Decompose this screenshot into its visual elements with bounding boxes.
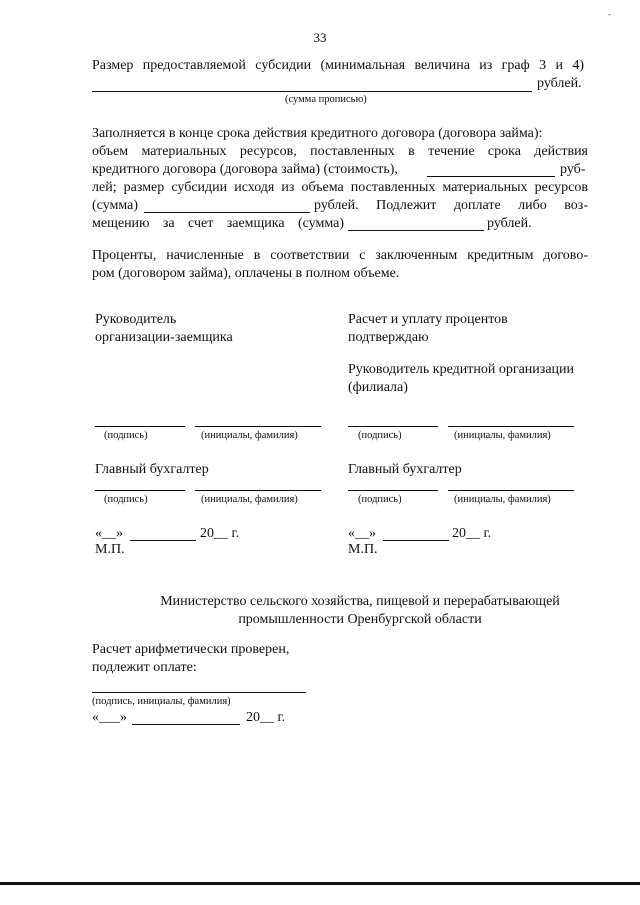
bank-confirm-title-1: Расчет и уплату процентов: [348, 312, 508, 327]
borrower-accountant-signature-caption: (подпись): [104, 494, 148, 505]
bank-head-title-1: Руководитель кредитной организации: [348, 362, 575, 377]
sum-blank-line: [144, 212, 310, 213]
interest-line-2: ром (договором займа), оплачены в полном объеме.: [92, 266, 400, 281]
ministry-name-line-2: промышленности Оренбургской области: [238, 612, 482, 627]
borrower-name-caption: (инициалы, фамилия): [201, 430, 298, 441]
borrower-accountant-signature-line: [95, 490, 185, 491]
borrower-name-line: [195, 426, 321, 427]
page-number: 33: [313, 30, 327, 45]
borrower-date-day: «__»: [95, 526, 123, 541]
end-term-line-5b: рублей. Подлежит доплате либо воз-: [314, 198, 588, 213]
end-term-line-2: объем материальных ресурсов, поставленных в течение срока действия: [92, 144, 588, 159]
subsidy-amount-caption: (сумма прописью): [285, 94, 367, 105]
bank-signature-caption: (подпись): [358, 430, 402, 441]
check-signature-caption: (подпись, инициалы, фамилия): [92, 696, 231, 707]
bank-accountant-title: Главный бухгалтер: [348, 462, 462, 477]
corner-mark: -: [608, 9, 611, 19]
end-term-line-4: лей; размер субсидии исходя из объема поставленных материальных ресурсов: [92, 180, 588, 195]
check-date-day: «___»: [92, 710, 127, 725]
bank-accountant-name-line: [448, 490, 574, 491]
check-line-2: подлежит оплате:: [92, 660, 197, 675]
ministry-name-line-1: Министерство сельского хозяйства, пищевой и перерабатывающей: [160, 594, 560, 609]
end-term-line-5a: (сумма): [92, 198, 139, 213]
borrower-stamp-mark: М.П.: [95, 542, 125, 557]
borrower-signature-caption: (подпись): [104, 430, 148, 441]
subsidy-heading: Размер предоставляемой субсидии (минимальная величина из граф 3 и 4): [92, 58, 584, 73]
bank-date-month-line: [383, 540, 449, 541]
bank-accountant-name-caption: (инициалы, фамилия): [454, 494, 551, 505]
check-signature-line: [92, 692, 306, 693]
check-date-year: 20__ г.: [246, 710, 286, 725]
subsidy-rubles-label: рублей.: [537, 76, 582, 91]
borrower-sum-blank-line: [348, 230, 484, 231]
end-term-line-6b: рублей.: [487, 216, 532, 231]
bank-date-year: 20__ г.: [452, 526, 492, 541]
bank-stamp-mark: М.П.: [348, 542, 378, 557]
borrower-date-month-line: [130, 540, 196, 541]
borrower-signature-line: [95, 426, 185, 427]
check-line-1: Расчет арифметически проверен,: [92, 642, 290, 657]
bank-accountant-signature-caption: (подпись): [358, 494, 402, 505]
borrower-accountant-name-caption: (инициалы, фамилия): [201, 494, 298, 505]
bank-head-title-2: (филиала): [348, 380, 408, 395]
bottom-rule: [0, 882, 640, 885]
cost-blank-line: [427, 176, 555, 177]
end-term-line-3b: руб-: [560, 162, 586, 177]
borrower-accountant-title: Главный бухгалтер: [95, 462, 209, 477]
interest-line-1: Проценты, начисленные в соответствии с заключенным кредитным догово-: [92, 248, 588, 263]
bank-date-day: «__»: [348, 526, 376, 541]
bank-name-line: [448, 426, 574, 427]
end-term-line-1: Заполняется в конце срока действия кредитного договора (договора займа):: [92, 126, 543, 141]
bank-name-caption: (инициалы, фамилия): [454, 430, 551, 441]
end-term-line-6a: мещению за счет заемщика (сумма): [92, 216, 344, 231]
bank-confirm-title-2: подтверждаю: [348, 330, 429, 345]
borrower-head-title-1: Руководитель: [95, 312, 177, 327]
bank-accountant-signature-line: [348, 490, 438, 491]
subsidy-amount-line: [92, 91, 532, 92]
check-date-month-line: [132, 724, 240, 725]
bank-signature-line: [348, 426, 438, 427]
end-term-line-3a: кредитного договора (договора займа) (стоимость),: [92, 162, 398, 177]
borrower-accountant-name-line: [195, 490, 321, 491]
borrower-date-year: 20__ г.: [200, 526, 240, 541]
borrower-head-title-2: организации-заемщика: [95, 330, 233, 345]
